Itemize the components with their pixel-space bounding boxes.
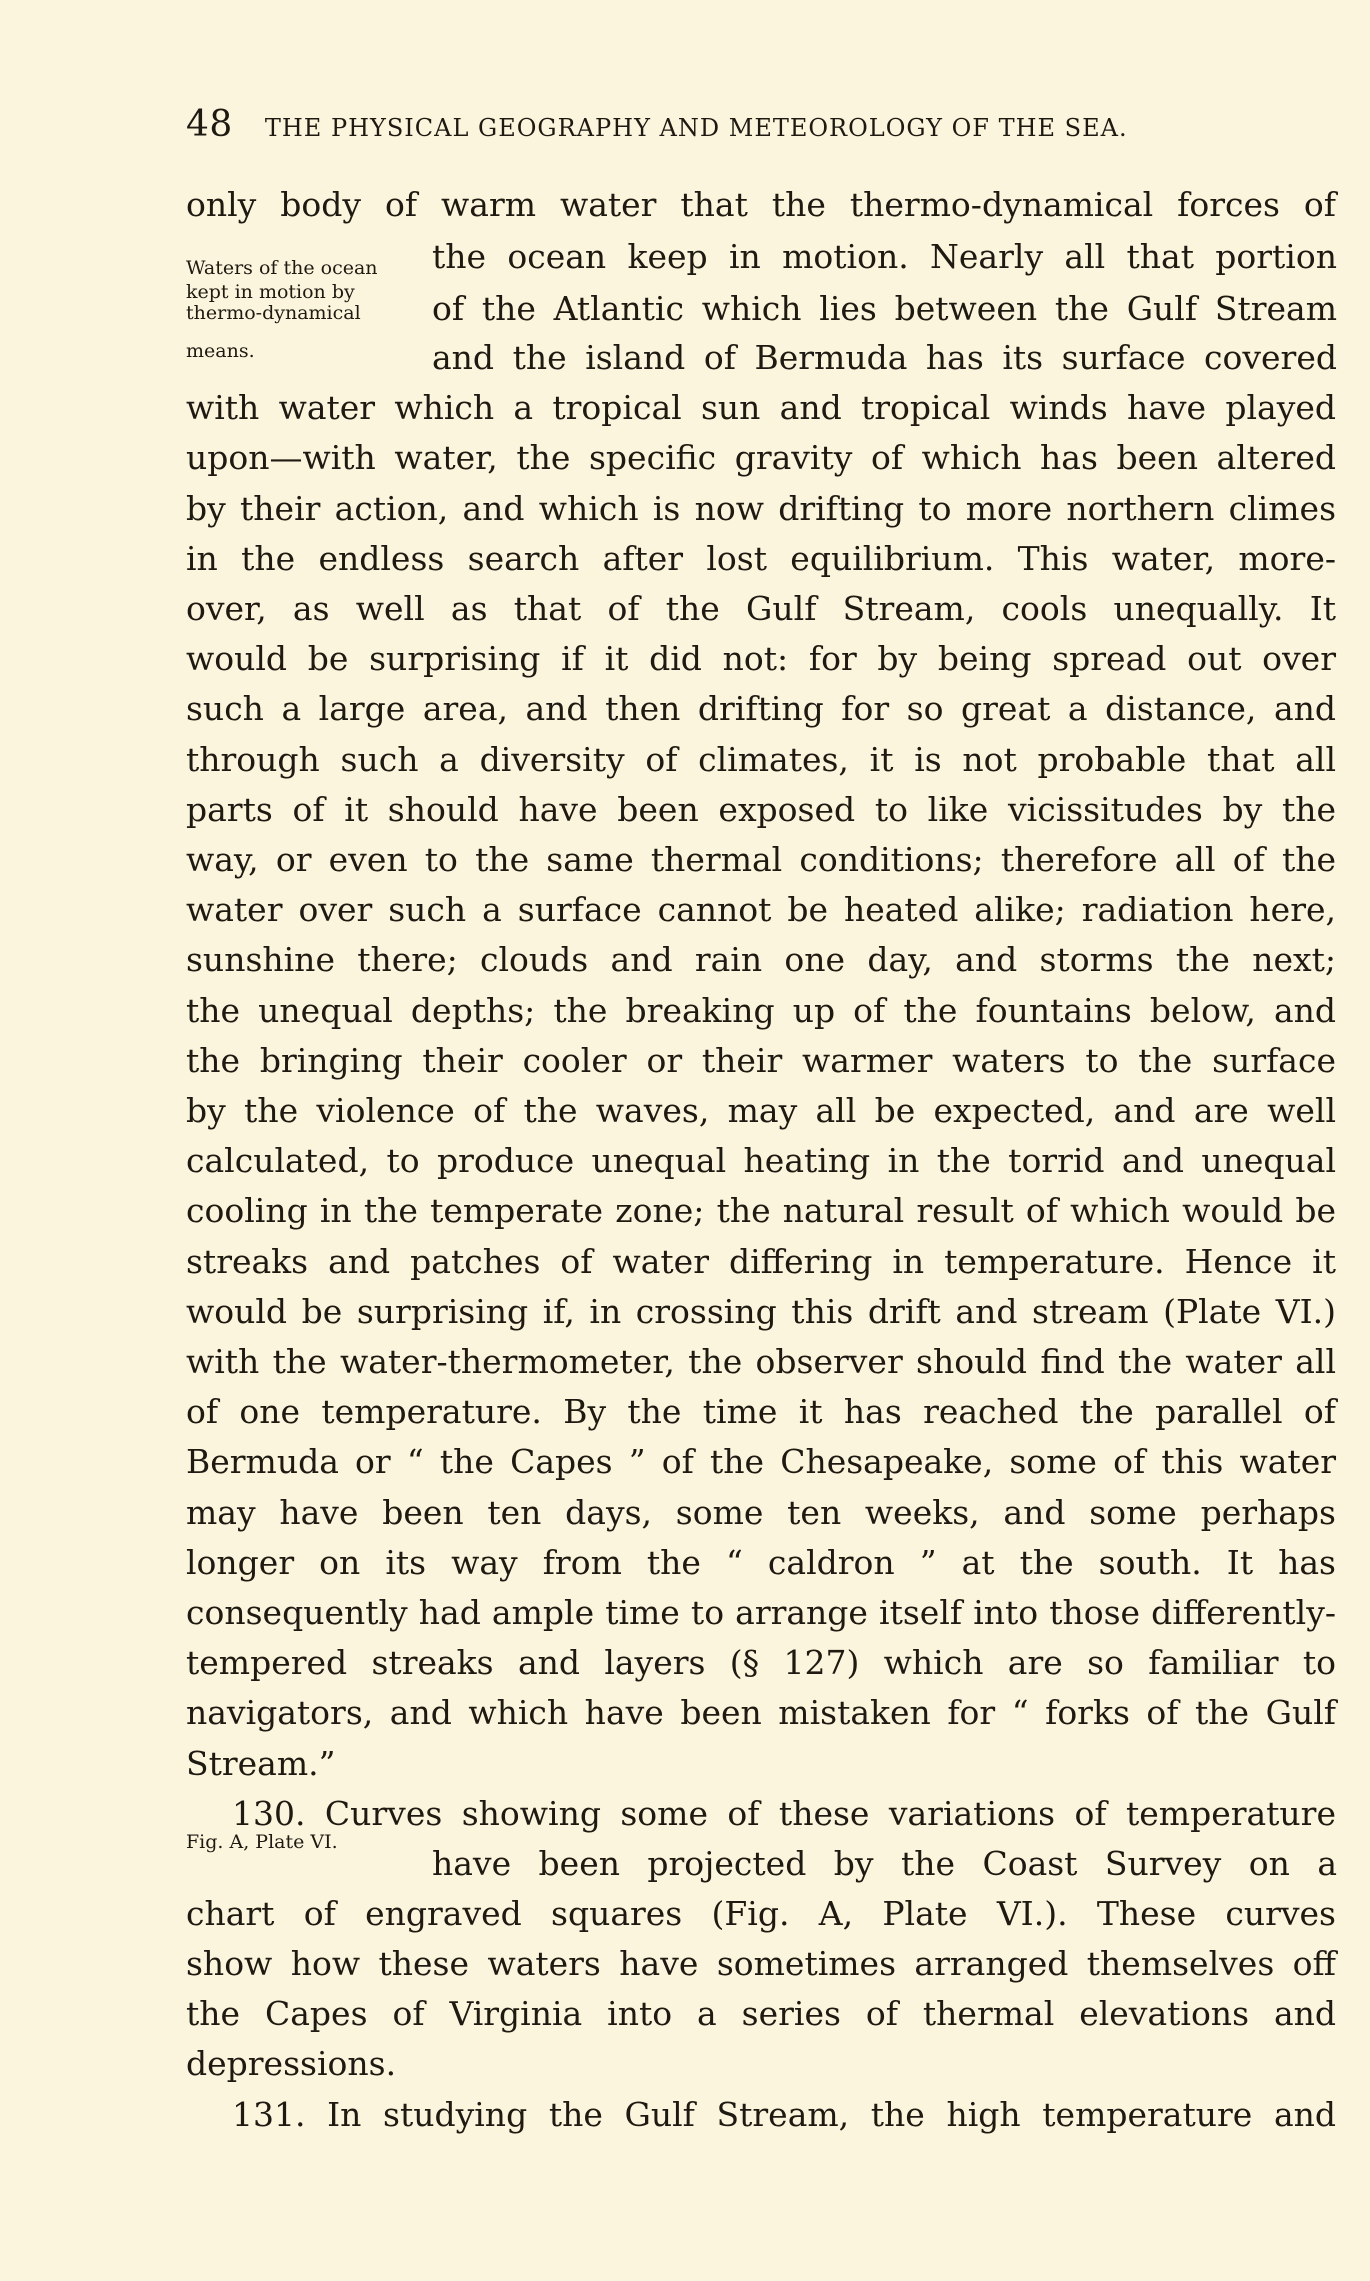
sidenote-fig: Fig. A, Plate VI.	[186, 1831, 338, 1853]
text-line: show how these waters have sometimes arranged themselves off	[186, 1944, 1336, 1983]
text-line: parts of it should have been exposed to like vicissitudes by the	[186, 790, 1336, 829]
text-line: may have been ten days, some ten weeks, and some perhaps	[186, 1493, 1336, 1532]
text-line: consequently had ample time to arrange itself into those differently-	[186, 1593, 1336, 1632]
text-line: the Capes of Virginia into a series of thermal elevations and	[186, 1994, 1336, 2033]
text-line: navigators, and which have been mistaken for “ forks of the Gulf	[186, 1693, 1336, 1732]
text-line: the bringing their cooler or their warmer waters to the surface	[186, 1041, 1336, 1080]
text-line: in the endless search after lost equilibrium. This water, more-	[186, 539, 1336, 578]
text-line: of the Atlantic which lies between the Gulf Stream	[432, 289, 1337, 328]
text-line: way, or even to the same thermal conditions; therefore all of the	[186, 840, 1336, 879]
text-line: depressions.	[186, 2044, 397, 2083]
text-line: cooling in the temperate zone; the natural result of which would be	[186, 1191, 1336, 1230]
text-line: streaks and patches of water differing in temperature. Hence it	[186, 1242, 1336, 1281]
text-line: tempered streaks and layers (§ 127) which are so familiar to	[186, 1643, 1336, 1682]
text-line: have been projected by the Coast Survey on a	[432, 1844, 1337, 1883]
text-line: the ocean keep in motion. Nearly all that portion	[432, 237, 1337, 276]
text-line: calculated, to produce unequal heating in the torrid and unequal	[186, 1141, 1336, 1180]
text-line: through such a diversity of climates, it is not probable that all	[186, 740, 1336, 779]
text-line: would be surprising if it did not: for by being spread out over	[186, 639, 1336, 678]
sidenote-line: means.	[186, 340, 255, 362]
running-title: THE PHYSICAL GEOGRAPHY AND METEOROLOGY OF THE SEA.	[264, 114, 1128, 142]
text-line: only body of warm water that the thermo-dynamical forces of	[186, 185, 1336, 224]
text-line: water over such a surface cannot be heated alike; radiation here,	[186, 890, 1336, 929]
sidenote-line: Waters of the ocean	[186, 257, 378, 279]
text-line: 130. Curves showing some of these variations of temperature	[232, 1794, 1336, 1833]
text-line: by their action, and which is now drifting to more northern climes	[186, 489, 1336, 528]
text-line: by the violence of the waves, may all be expected, and are well	[186, 1091, 1336, 1130]
text-line: the unequal depths; the breaking up of the fountains below, and	[186, 991, 1336, 1030]
text-line: with the water-thermometer, the observer should find the water all	[186, 1342, 1336, 1381]
text-line: of one temperature. By the time it has reached the parallel of	[186, 1392, 1336, 1431]
text-line: upon—with water, the specific gravity of which has been altered	[186, 438, 1336, 477]
page-number: 48	[186, 104, 233, 145]
text-line: with water which a tropical sun and tropical winds have played	[186, 388, 1336, 427]
text-line: would be surprising if, in crossing this drift and stream (Plate VI.)	[186, 1292, 1336, 1331]
text-line: and the island of Bermuda has its surface covered	[432, 338, 1337, 377]
sidenote-line: kept in motion by	[186, 281, 355, 303]
text-line: over, as well as that of the Gulf Stream, cools unequally. It	[186, 589, 1336, 628]
sidenote-line: thermo-dynamical	[186, 302, 361, 324]
text-line: longer on its way from the “ caldron ” at the south. It has	[186, 1543, 1336, 1582]
text-line: 131. In studying the Gulf Stream, the high temperature and	[232, 2095, 1336, 2134]
text-line: sunshine there; clouds and rain one day, and storms the next;	[186, 940, 1336, 979]
text-line: chart of engraved squares (Fig. A, Plate VI.). These curves	[186, 1894, 1336, 1933]
text-line: such a large area, and then drifting for so great a distance, and	[186, 689, 1336, 728]
running-head	[186, 104, 1266, 145]
text-line: Stream.”	[186, 1744, 336, 1783]
text-line: Bermuda or “ the Capes ” of the Chesapeake, some of this water	[186, 1442, 1336, 1481]
